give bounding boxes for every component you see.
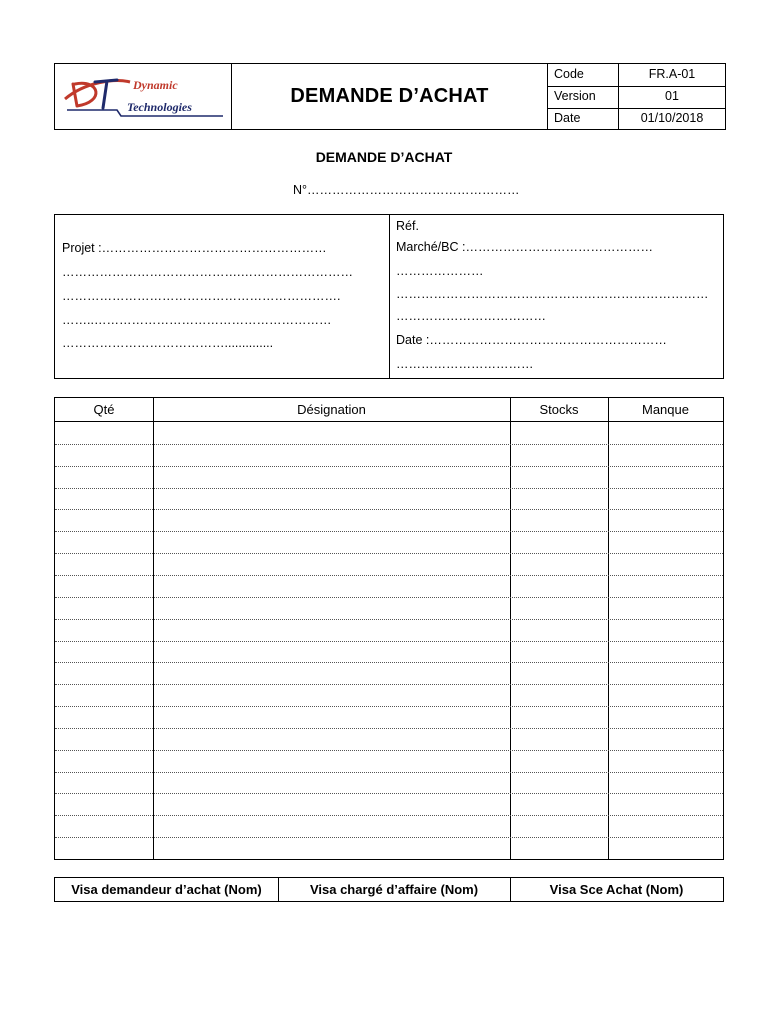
marche-bc-line[interactable]: ……………………………… [396, 309, 546, 323]
meta-row-version [548, 86, 725, 109]
table-row-separator [55, 466, 723, 467]
table-row-separator [55, 509, 723, 510]
table-row-separator [55, 793, 723, 794]
logo-cell [55, 64, 232, 129]
project-info-right [390, 215, 723, 378]
table-row-separator [55, 728, 723, 729]
project-info-box [54, 214, 724, 379]
project-line[interactable]: …………………………………………………………. [62, 289, 341, 303]
table-row-separator [55, 837, 723, 838]
table-row-separator [55, 772, 723, 773]
visa-sce-achat: Visa Sce Achat (Nom) [549, 882, 684, 897]
document-header [54, 63, 726, 130]
project-field[interactable]: Projet :……………………………………………… [62, 241, 327, 255]
request-number-field[interactable]: N°…………………………………………… [293, 183, 520, 197]
visa-charge-affaire: Visa chargé d’affaire (Nom) [309, 882, 479, 897]
table-row-separator [55, 531, 723, 532]
marche-bc-field[interactable]: Marché/BC :……………………………………… [396, 240, 653, 254]
table-row-separator [55, 815, 723, 816]
company-logo [55, 64, 231, 129]
project-line[interactable]: ………………………………….............. [62, 336, 274, 350]
meta-value: 01/10/2018 [640, 111, 704, 125]
items-table [54, 397, 724, 860]
table-row-separator [55, 750, 723, 751]
meta-key: Code [554, 67, 584, 81]
col-header-manque: Manque [642, 402, 689, 417]
form-title: DEMANDE D’ACHAT [315, 149, 453, 165]
meta-key: Version [554, 89, 596, 103]
table-row-separator [55, 662, 723, 663]
col-header-stocks: Stocks [539, 402, 579, 417]
svg-text:Dynamic: Dynamic [133, 78, 178, 92]
marche-bc-line[interactable]: ………………… [396, 264, 484, 278]
table-row-separator [55, 575, 723, 576]
table-row-separator [55, 684, 723, 685]
signature-table [54, 877, 724, 902]
table-row-separator [55, 488, 723, 489]
meta-row-date [548, 108, 725, 129]
header-title: DEMANDE D’ACHAT [232, 64, 548, 129]
meta-key: Date [554, 111, 581, 125]
meta-value: 01 [665, 89, 679, 103]
visa-demandeur: Visa demandeur d’achat (Nom) [71, 882, 262, 897]
table-row-separator [55, 553, 723, 554]
date-field[interactable]: Date :………………………………………………… [396, 333, 667, 347]
marche-bc-line[interactable]: ………………………………………………………………… [396, 287, 709, 301]
meta-row-code [548, 64, 725, 87]
ref-label: Réf. [396, 219, 419, 233]
table-row-separator [55, 597, 723, 598]
col-header-qty: Qté [93, 402, 115, 417]
svg-text:Technologies: Technologies [127, 100, 192, 114]
project-line[interactable]: …………………………………….……………………… [62, 265, 353, 279]
table-row-separator [55, 444, 723, 445]
project-info-left [55, 215, 390, 378]
table-row-separator [55, 706, 723, 707]
date-line[interactable]: …………………………… [396, 357, 534, 371]
col-header-designation: Désignation [297, 402, 366, 417]
meta-value: FR.A-01 [648, 67, 696, 81]
table-row-separator [55, 619, 723, 620]
project-line[interactable]: ……..………………………………………………… [62, 313, 332, 327]
document-meta [548, 64, 725, 129]
table-row-separator [55, 641, 723, 642]
